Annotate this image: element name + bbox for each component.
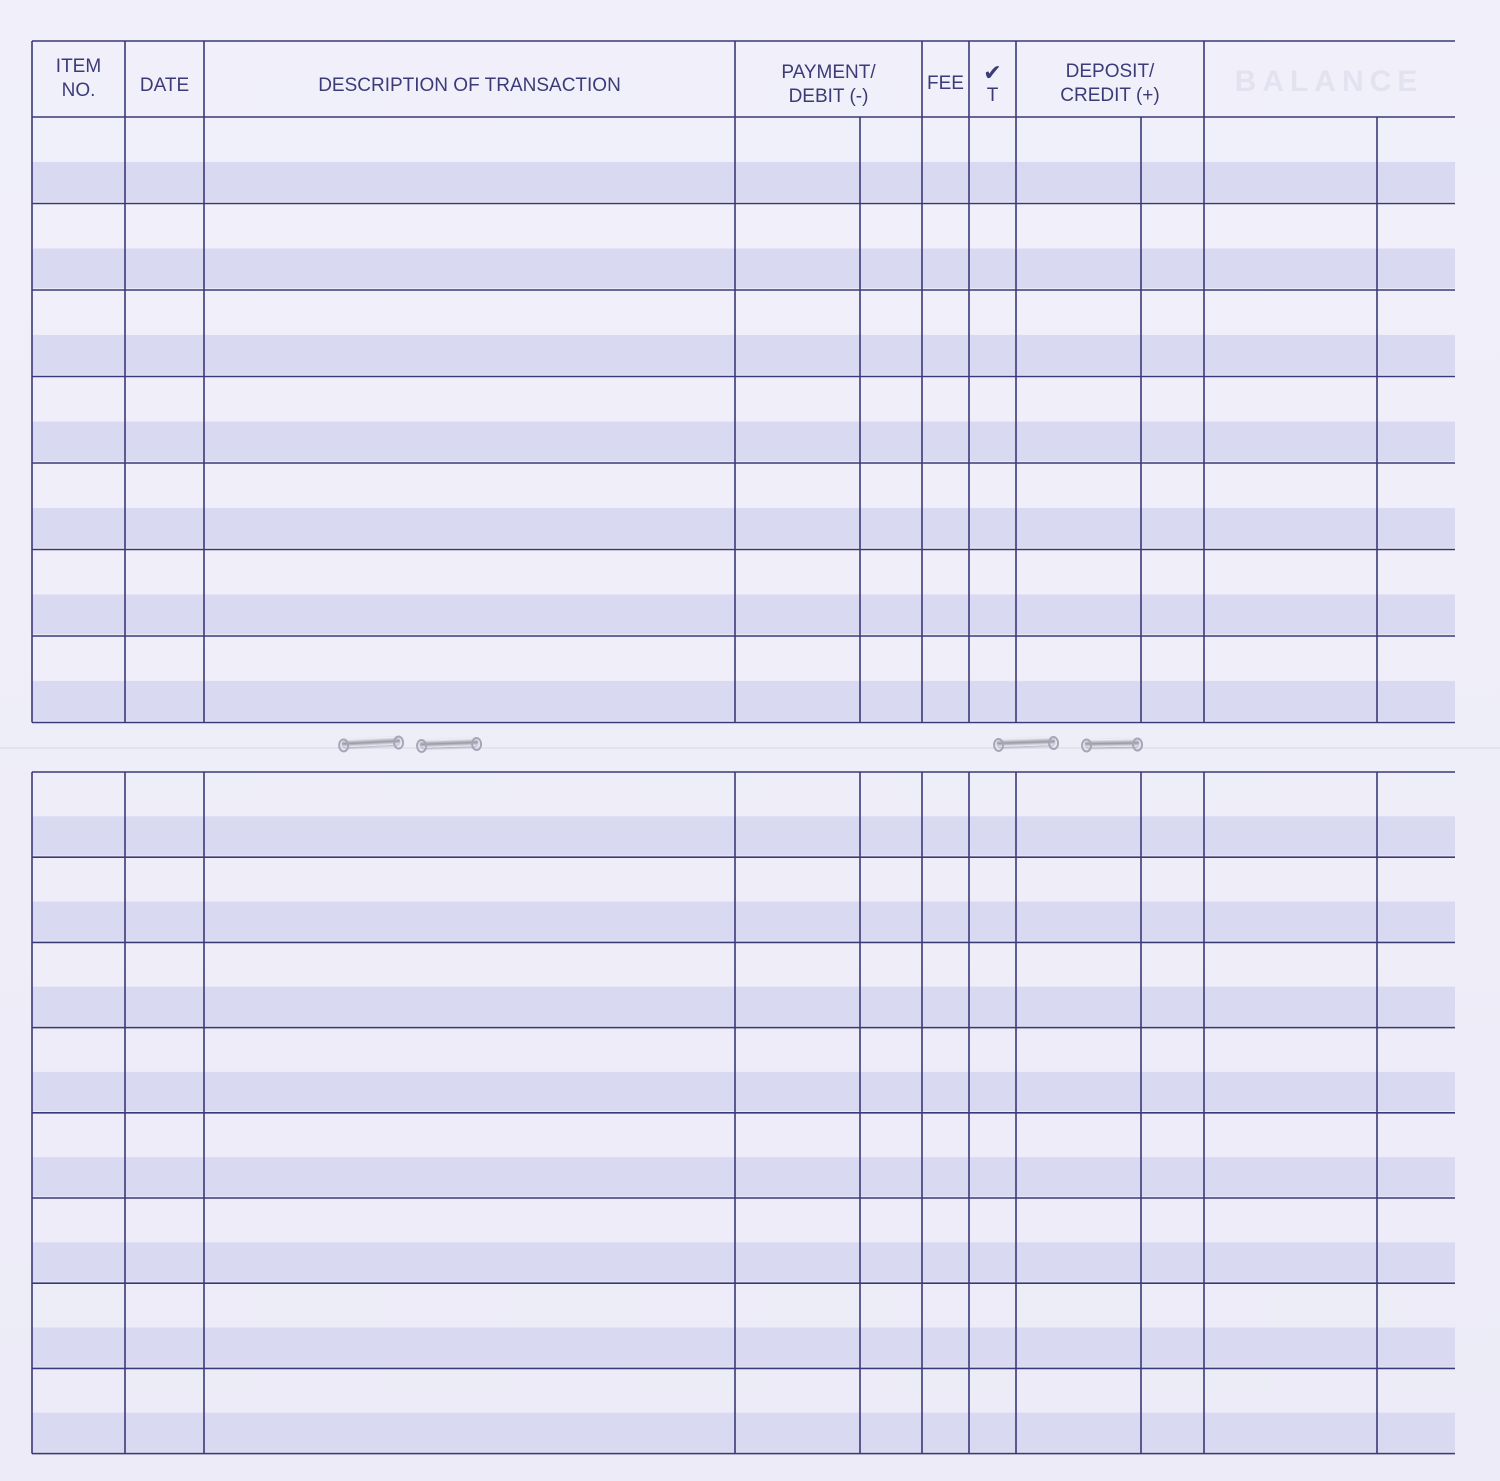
lower-row-band xyxy=(32,1328,1455,1367)
upper-row-band xyxy=(32,594,1455,634)
header-description xyxy=(204,42,735,130)
header-description-label: DESCRIPTION OF TRANSACTION xyxy=(318,75,621,96)
lower-row-band xyxy=(32,902,1455,941)
header-fee-label: FEE xyxy=(927,73,964,94)
header-payment-debit xyxy=(735,42,922,128)
header-deposit-line2: CREDIT (+) xyxy=(1060,85,1160,106)
lower-row-band xyxy=(32,987,1455,1026)
lower-row-band xyxy=(32,1413,1455,1452)
header-item-no-line2: NO. xyxy=(61,80,96,101)
lower-row-band xyxy=(32,1242,1455,1281)
upper-row-band xyxy=(32,681,1455,721)
upper-row-band xyxy=(32,508,1455,548)
header-fee xyxy=(922,42,969,126)
upper-row-band xyxy=(32,335,1455,375)
header-cleared-t: T xyxy=(986,85,999,106)
header-item-no-line1: ITEM xyxy=(55,56,102,77)
header-payment-line1: PAYMENT/ xyxy=(781,62,876,83)
header-date xyxy=(125,42,204,130)
header-balance: BALANCE xyxy=(1234,65,1424,98)
lower-row-band xyxy=(32,816,1455,855)
header-deposit-line1: DEPOSIT/ xyxy=(1065,61,1155,82)
checkmark-icon: ✔ xyxy=(983,60,1002,85)
header-payment-line2: DEBIT (-) xyxy=(788,86,869,107)
lower-row-band xyxy=(32,1157,1455,1196)
lower-row-band xyxy=(32,1072,1455,1111)
header-date-label: DATE xyxy=(139,75,190,96)
upper-row-band xyxy=(32,421,1455,461)
header-cleared xyxy=(969,42,1016,128)
header-item-no xyxy=(32,42,125,116)
upper-row-band xyxy=(32,162,1455,202)
upper-row-band xyxy=(32,248,1455,288)
staple-4 xyxy=(1085,739,1139,748)
header-deposit-credit xyxy=(1016,42,1204,126)
